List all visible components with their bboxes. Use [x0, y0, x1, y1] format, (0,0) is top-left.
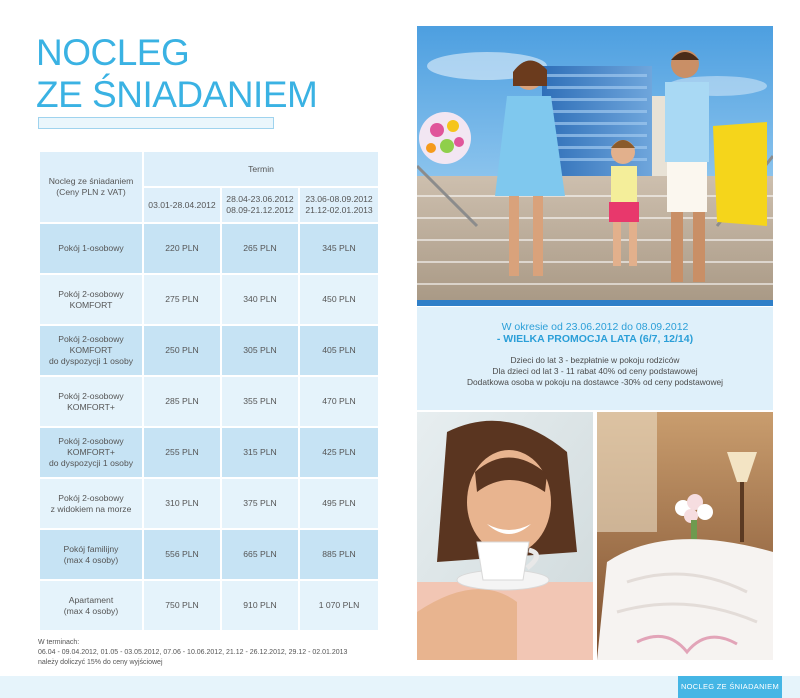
- room-type-line: do dyspozycji 1 osoby: [48, 458, 134, 468]
- price-cell: 355 PLN: [221, 376, 299, 427]
- room-type-cell: [39, 427, 143, 478]
- family-photo: [417, 26, 773, 306]
- period-line2: 08.09-21.12.2012: [226, 205, 294, 215]
- footnote-line1: W terminach:: [38, 639, 80, 646]
- period-header-cell: [299, 187, 379, 223]
- price-cell: 340 PLN: [221, 274, 299, 325]
- room-type-line: Pokój 2-osobowy: [58, 390, 124, 401]
- room-type-line: do dyspozycji 1 osoby: [48, 356, 134, 366]
- price-cell: 285 PLN: [143, 376, 221, 427]
- footnote-line3: należy doliczyć 15% do ceny wyjściowej: [38, 659, 163, 666]
- room-type-cell: [39, 274, 143, 325]
- price-cell: 255 PLN: [143, 427, 221, 478]
- table-row: [39, 274, 379, 325]
- price-cell: 425 PLN: [299, 427, 379, 478]
- table-header-row: [39, 151, 379, 187]
- promo-line1: Dzieci do lat 3 - bezpłatnie w pokoju rodziców: [510, 355, 680, 365]
- table-row: [39, 325, 379, 376]
- price-cell: 665 PLN: [221, 529, 299, 580]
- room-type-line: KOMFORT: [69, 345, 113, 355]
- room-type-line: Pokój 1-osobowy: [58, 243, 124, 253]
- room-type-cell: [39, 376, 143, 427]
- price-cell: 405 PLN: [299, 325, 379, 376]
- room-type-line: KOMFORT: [69, 299, 113, 310]
- price-cell: 885 PLN: [299, 529, 379, 580]
- price-cell: 275 PLN: [143, 274, 221, 325]
- page-title-line2: ZE ŚNIADANIEM: [36, 74, 318, 115]
- price-cell: 910 PLN: [221, 580, 299, 631]
- hotel-room-photo: [597, 412, 773, 660]
- room-type-line: z widokiem na morze: [50, 503, 132, 514]
- room-type-line: KOMFORT+: [67, 401, 115, 412]
- room-type-line: Pokój 2-osobowy: [58, 288, 124, 299]
- room-type-line: (max 4 osoby): [63, 605, 119, 616]
- price-cell: 220 PLN: [143, 223, 221, 274]
- period-line2: 21.12-02.01.2013: [305, 205, 373, 215]
- woman-coffee-photo: [417, 412, 593, 660]
- price-cell: 250 PLN: [143, 325, 221, 376]
- price-cell: 310 PLN: [143, 478, 221, 529]
- room-type-line: (max 4 osoby): [63, 554, 119, 565]
- room-type-cell: [39, 478, 143, 529]
- room-type-cell: [39, 580, 143, 631]
- room-type-cell: [39, 325, 143, 376]
- room-type-cell: [39, 223, 143, 274]
- page-title: [36, 32, 317, 116]
- promo-line2: Dla dzieci od lat 3 - 11 rabat 40% od ceny podstawowej: [492, 366, 698, 376]
- price-cell: 305 PLN: [221, 325, 299, 376]
- period-line1: 03.01-28.04.2012: [148, 199, 216, 210]
- table-row: [39, 427, 379, 478]
- room-type-line: Pokój 2-osobowy: [58, 492, 124, 503]
- table-row: [39, 580, 379, 631]
- price-cell: 375 PLN: [221, 478, 299, 529]
- room-type-line: Apartament: [68, 594, 114, 605]
- corner-line2: (Ceny PLN z VAT): [56, 187, 126, 197]
- price-cell: 345 PLN: [299, 223, 379, 274]
- period-header-cell: [221, 187, 299, 223]
- period-line1: 28.04-23.06.2012: [226, 194, 294, 204]
- promo-line3: Dodatkowa osoba w pokoju na dostawce -30% od ceny podstawowej: [466, 377, 724, 387]
- room-type-cell: [39, 529, 143, 580]
- price-table: [38, 150, 380, 632]
- promo-title: W okresie od 23.06.2012 do 08.09.2012: [501, 321, 689, 333]
- room-type-line: Pokój 2-osobowy: [58, 334, 124, 344]
- room-type-line: KOMFORT+: [67, 447, 115, 457]
- table-row: [39, 478, 379, 529]
- table-row: [39, 529, 379, 580]
- room-type-line: Pokój 2-osobowy: [58, 436, 124, 446]
- price-cell: 495 PLN: [299, 478, 379, 529]
- price-cell: 1 070 PLN: [299, 580, 379, 631]
- price-cell: 470 PLN: [299, 376, 379, 427]
- term-label: Termin: [248, 163, 274, 174]
- period-line1: 23.06-08.09.2012: [305, 194, 373, 204]
- room-type-line: Pokój familijny: [63, 543, 119, 554]
- title-underline-bar: [38, 117, 274, 129]
- table-row: [39, 376, 379, 427]
- surcharge-footnote: [38, 638, 398, 668]
- table-row: [39, 223, 379, 274]
- period-header-cell: [143, 187, 221, 223]
- page-title-line1: NOCLEG: [36, 32, 190, 73]
- price-cell: 556 PLN: [143, 529, 221, 580]
- promo-box: [417, 307, 773, 410]
- corner-line1: Nocleg ze śniadaniem: [48, 176, 134, 186]
- footnote-line2: 06.04 - 09.04.2012, 01.05 - 03.05.2012, 07.06 - 10.06.2012, 21.12 - 26.12.2012, 29.12 - 02.01.2013: [38, 649, 348, 656]
- price-cell: 750 PLN: [143, 580, 221, 631]
- promo-subtitle: - WIELKA PROMOCJA LATA (6/7, 12/14): [496, 333, 694, 345]
- table-corner-cell: [39, 151, 143, 223]
- price-cell: 265 PLN: [221, 223, 299, 274]
- price-cell: 450 PLN: [299, 274, 379, 325]
- price-cell: 315 PLN: [221, 427, 299, 478]
- footer-section-label: NOCLEG ZE ŚNIADANIEM: [678, 676, 782, 698]
- term-header-cell: [143, 151, 379, 187]
